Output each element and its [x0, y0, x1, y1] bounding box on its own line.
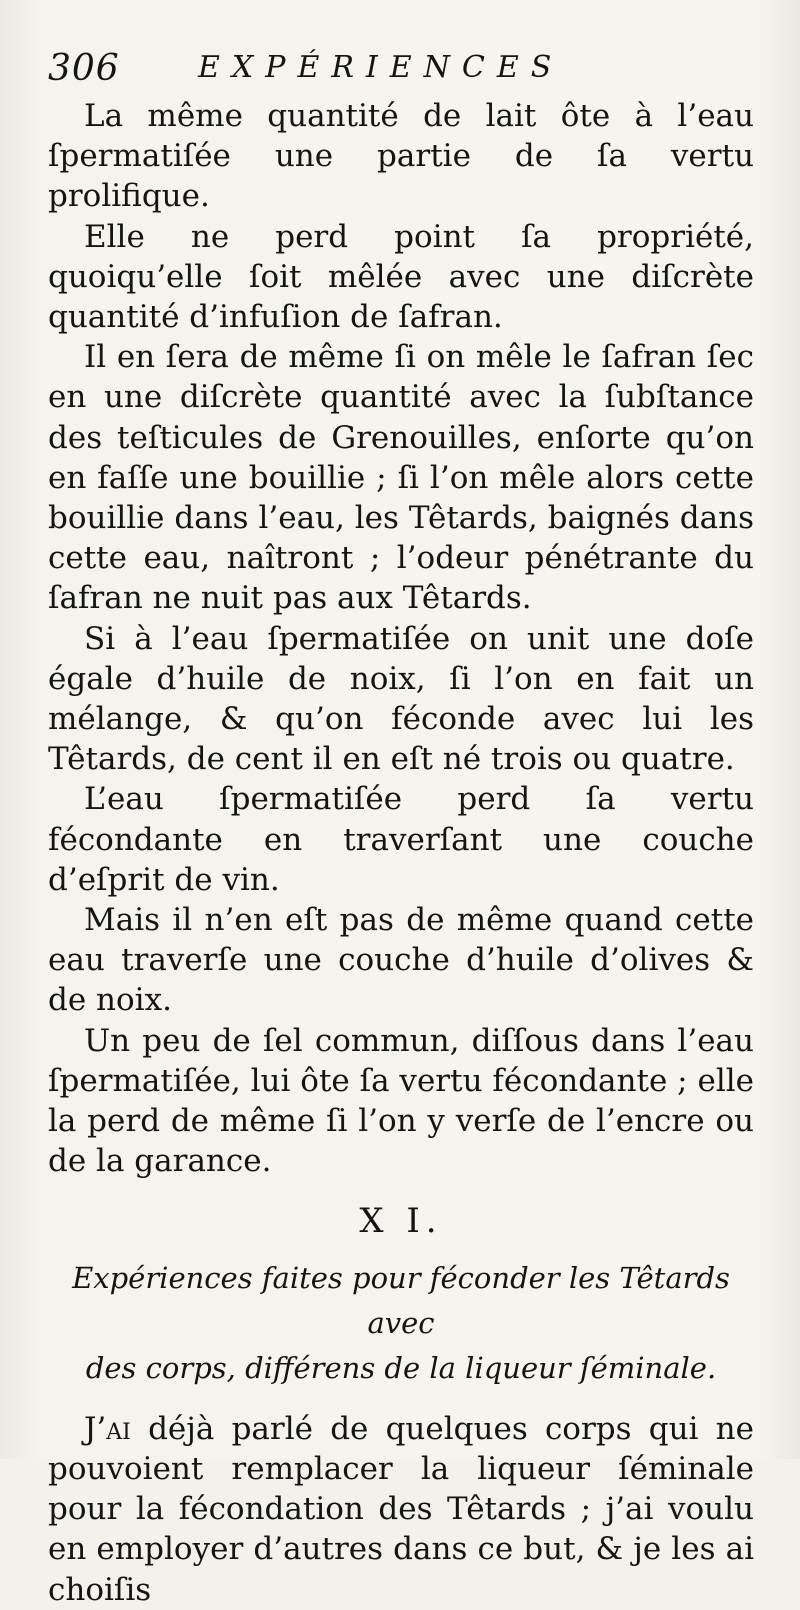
page-body — [48, 96, 754, 1610]
section-title — [48, 1256, 754, 1391]
paragraph-1: La même quantité de lait ôte à l’eau ſpermatiſée une partie de ſa vertu prolifique. — [48, 98, 754, 215]
page-number: 306 — [48, 48, 120, 89]
section-paragraph-1 — [48, 1409, 754, 1610]
running-head: EXPÉRIENCES — [198, 50, 564, 85]
paragraph-5: L’eau ſpermatiſée perd ſa vertu fécondante en traverſant une couche d’eſprit de vin. — [48, 781, 754, 898]
paragraph-6: Mais il n’en eſt pas de même quand cette eau traverſe une couche d’huile d’olives & de noix. — [48, 902, 754, 1019]
paragraph-4: Si à l’eau ſpermatiſée on unit une doſe égale d’huile de noix, ſi l’on en fait un mélange, & qu’on féconde avec lui les Têtards, de cent il en eſt né trois ou quatre. — [48, 620, 754, 778]
section-title-line-1: Expériences faites pour féconder les Têtards avec — [72, 1260, 730, 1340]
section-first-word: J’ai — [84, 1410, 131, 1447]
section-number: X I. — [359, 1201, 443, 1242]
paragraph-7: Un peu de ſel commun, diſſous dans l’eau ſpermatiſée, lui ôte ſa vertu fécondante ; elle la perd de même ſi l’on y verſe de l’encre ou de la garance. — [48, 1022, 754, 1180]
section-title-line-2: des corps, différens de la liqueur ſéminale. — [85, 1350, 717, 1385]
page-header — [48, 44, 768, 94]
paragraph-3: Il en ſera de même ſi on mêle le ſafran ſec en une diſcrète quantité avec la ſubſtance des teſticules de Grenouilles, enſorte qu’on en faſſe une bouillie ; ſi l’on mêle alors cette bouillie dans l’eau, les Têtards, baignés dans cette eau, naîtront ; l’odeur pénétrante du ſafran ne nuit pas aux Têtards. — [48, 339, 754, 617]
paragraph-2: Elle ne perd point ſa propriété, quoiqu’elle ſoit mêlée avec une diſcrète quantité d’infuſion de ſafran. — [48, 218, 754, 336]
section-paragraph-text: déjà parlé de quelques corps qui ne pouvoient remplacer la liqueur ſéminale pour la fécondation des Têtards ; j’ai voulu en employer d’autres dans ce but, & je les ai choiſis — [48, 1410, 754, 1608]
